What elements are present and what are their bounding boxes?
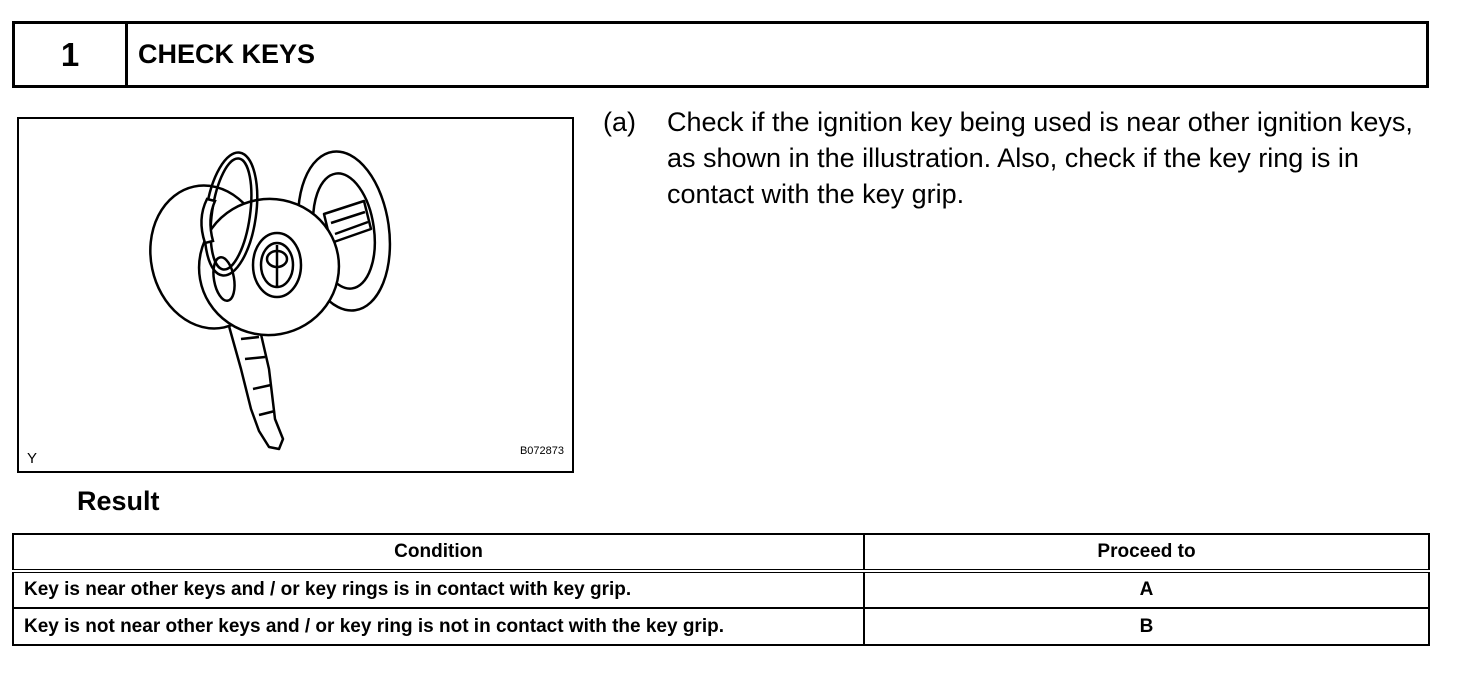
condition-header: Condition bbox=[13, 534, 864, 571]
table-row bbox=[13, 608, 1429, 645]
proceed-cell: B bbox=[864, 608, 1429, 645]
key-illustration bbox=[17, 117, 574, 473]
proceed-header: Proceed to bbox=[864, 534, 1429, 571]
step-number: 1 bbox=[15, 24, 128, 85]
step-header bbox=[12, 21, 1429, 88]
figure-corner-label: Y bbox=[27, 450, 38, 467]
proceed-cell: A bbox=[864, 571, 1429, 608]
instruction-text: Check if the ignition key being used is near other ignition keys, as shown in the illustration. Also, check if the key ring is in contact with the key grip. bbox=[667, 107, 1413, 209]
instruction-a bbox=[603, 104, 1443, 212]
result-table bbox=[12, 533, 1430, 646]
instruction-marker: (a) bbox=[603, 107, 636, 137]
table-header-row bbox=[13, 534, 1429, 571]
table-row bbox=[13, 571, 1429, 608]
keys-drawing bbox=[19, 119, 572, 471]
condition-cell: Key is not near other keys and / or key ring is not in contact with the key grip. bbox=[13, 608, 864, 645]
condition-cell: Key is near other keys and / or key rings is in contact with key grip. bbox=[13, 571, 864, 608]
step-title: CHECK KEYS bbox=[138, 39, 316, 69]
figure-code: B072873 bbox=[519, 445, 564, 457]
result-heading: Result bbox=[77, 486, 160, 516]
